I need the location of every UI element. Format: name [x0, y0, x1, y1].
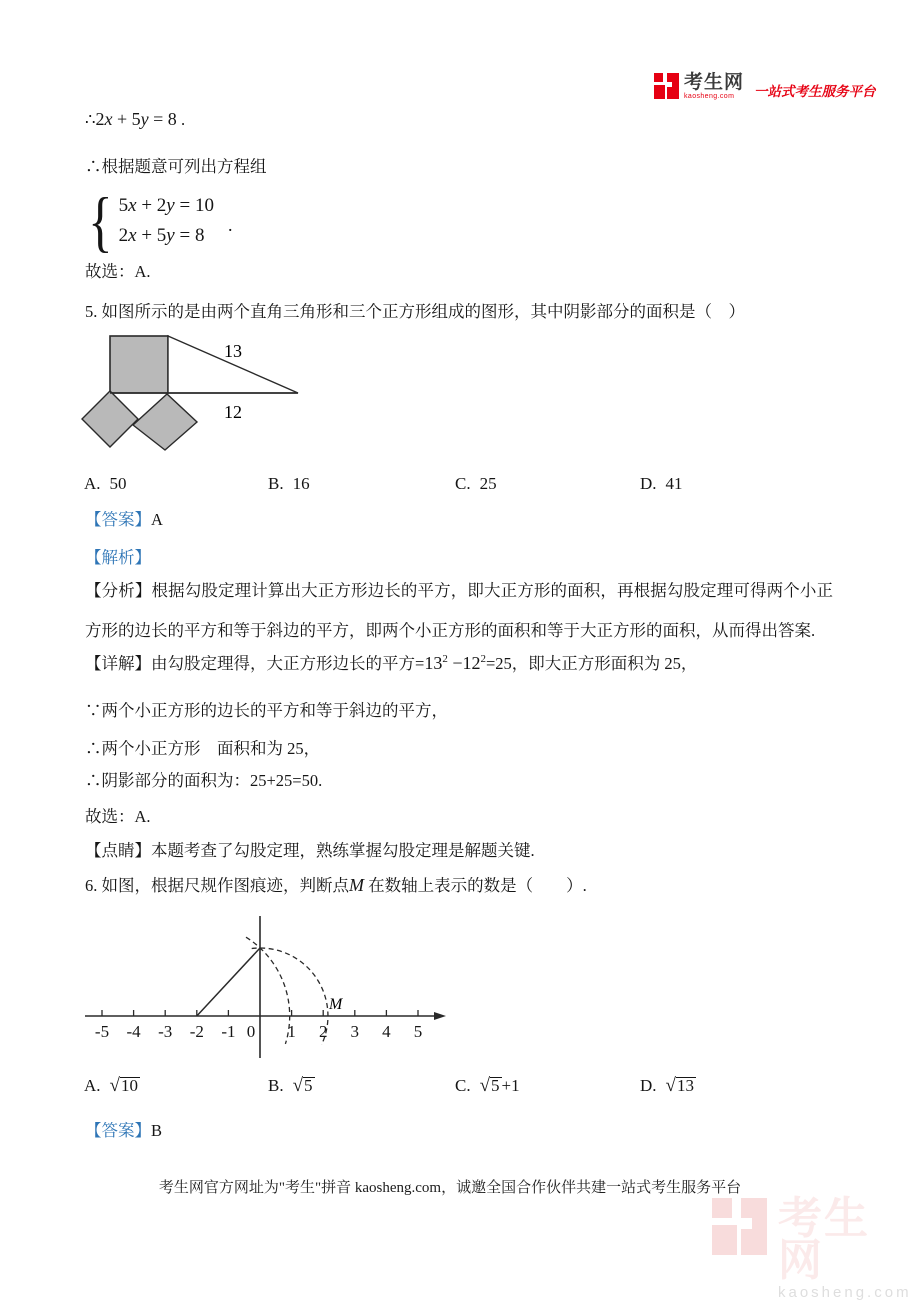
q5-option-c: C. 25: [455, 474, 497, 493]
q5-options-row: [84, 474, 864, 500]
system-equations: [119, 192, 214, 250]
logo-text-block: [684, 73, 744, 100]
point-M-var: M: [349, 875, 364, 895]
base-label: 12: [224, 402, 242, 422]
q6-option-d: D. √13: [640, 1075, 694, 1096]
period: .: [176, 110, 186, 129]
q6-option-a: A. √10: [84, 1075, 138, 1096]
svg-text:-5: -5: [94, 1022, 110, 1041]
system-eq2: 2x + 5y = 8: [118, 225, 205, 246]
sqrt-icon: √: [479, 1075, 491, 1096]
q5-option-b: B. 16: [268, 474, 310, 493]
question-6-stem: 6. 如图，根据尺规作图痕迹，判断点M 在数轴上表示的数是（ ）.: [85, 875, 587, 895]
q5-since-line: ∵两个小正方形的边长的平方和等于斜边的平方，: [85, 701, 448, 720]
point-M-label: M: [329, 996, 343, 1013]
q5-analysis-paragraph: 【分析】根据勾股定理计算出大正方形边长的平方，即大正方形的面积，再根据勾股定理可得两个小正方形的边长的平方和等于斜边的平方，即两个小正方形的面积和等于大正方形的面积，从而得出答案.: [85, 581, 833, 640]
answer-tag: 【答案】: [85, 1121, 151, 1140]
q6-option-b: B. √5: [268, 1075, 313, 1096]
q5-jiexi-tag: 【解析】: [85, 548, 151, 567]
question-5-stem: 5. 如图所示的是由两个直角三角形和三个正方形组成的图形，其中阴影部分的面积是（ ）: [85, 302, 745, 321]
q6-options-row: [84, 1075, 864, 1101]
system-brace: {: [88, 183, 113, 259]
hypotenuse-segment: [197, 948, 260, 1016]
q6-answer-line: [85, 1119, 162, 1142]
therefore-symbol: ∴: [85, 110, 96, 129]
equation-2x5y8: 2x + 5y = 8: [95, 109, 177, 129]
q6-option-c: C. √5 +1: [455, 1075, 520, 1096]
big-square: [110, 336, 168, 393]
q5-answer-line: [85, 508, 163, 531]
system-eq1: 5x + 2y = 10: [118, 195, 214, 216]
kaosheng-logo-icon: [654, 73, 680, 99]
sqrt-icon: √: [109, 1075, 120, 1096]
hypotenuse-label: 13: [224, 341, 242, 361]
svg-text:3: 3: [350, 1022, 360, 1041]
tick-labels: [95, 1022, 422, 1041]
kaosheng-watermark-icon: [712, 1198, 770, 1256]
svg-text:4: 4: [382, 1022, 391, 1041]
svg-text:-2: -2: [189, 1022, 204, 1041]
svg-text:0: 0: [246, 1022, 256, 1041]
small-square-right-fill: [133, 394, 197, 450]
watermark-text-block: [778, 1194, 912, 1301]
site-header-logo: [654, 73, 876, 100]
q6-figure-number-line: [78, 908, 458, 1068]
answer-value: B: [151, 1121, 163, 1140]
watermark-name: 考生网: [778, 1194, 870, 1285]
sol4-line2: ∴根据题意可列出方程组: [85, 157, 267, 176]
sol4-line1: [85, 108, 185, 131]
sqrt-icon: √: [665, 1075, 676, 1096]
svg-text:5: 5: [413, 1022, 423, 1041]
sqrt-icon: √: [292, 1075, 304, 1096]
svg-text:1: 1: [287, 1022, 296, 1041]
svg-text:-4: -4: [126, 1022, 141, 1041]
math-13sq: $13^2 -12^2$: [424, 653, 486, 673]
q5-conclusion: 故选：A.: [85, 807, 151, 826]
logo-name: 考生网: [684, 72, 745, 93]
watermark-domain: kaosheng.com: [778, 1284, 912, 1301]
q5-option-d: D. 41: [640, 474, 683, 493]
svg-text:2: 2: [318, 1022, 328, 1041]
q5-dianjing: 【点睛】本题考查了勾股定理，熟练掌握勾股定理是解题关键.: [85, 841, 535, 860]
q5-option-a: A. 50: [84, 474, 127, 493]
equation-system: [84, 183, 233, 259]
logo-tagline: 一站式考生服务平台: [754, 84, 876, 99]
sol4-conclusion: 故选：A.: [85, 262, 151, 281]
system-period: .: [227, 214, 233, 235]
answer-tag: 【答案】: [85, 510, 151, 529]
svg-text:-1: -1: [221, 1022, 236, 1041]
axis-arrowhead: [434, 1012, 446, 1020]
watermark-logo: [712, 1194, 912, 1301]
q5-figure-squares-triangles: [76, 328, 326, 468]
q5-so-line2: ∴阴影部分的面积为：25+25=50.: [85, 771, 323, 790]
q5-so-line1: ∴两个小正方形 面积和为 25，: [85, 739, 321, 758]
page-footer: 考生网官方网址为"考生"拼音 kaosheng.com，诚邀全国合作伙伴共建一站式考生服务平台: [158, 1180, 742, 1196]
logo-domain: kaosheng.com: [684, 93, 735, 100]
q5-detail-line: 【详解】由勾股定理得，大正方形边长的平方$=13^2 -12^2=25$，即大正方形面积为 25，: [85, 653, 698, 673]
svg-text:-3: -3: [158, 1022, 173, 1041]
answer-value: A: [151, 510, 163, 529]
small-square-left-fill: [82, 391, 138, 447]
